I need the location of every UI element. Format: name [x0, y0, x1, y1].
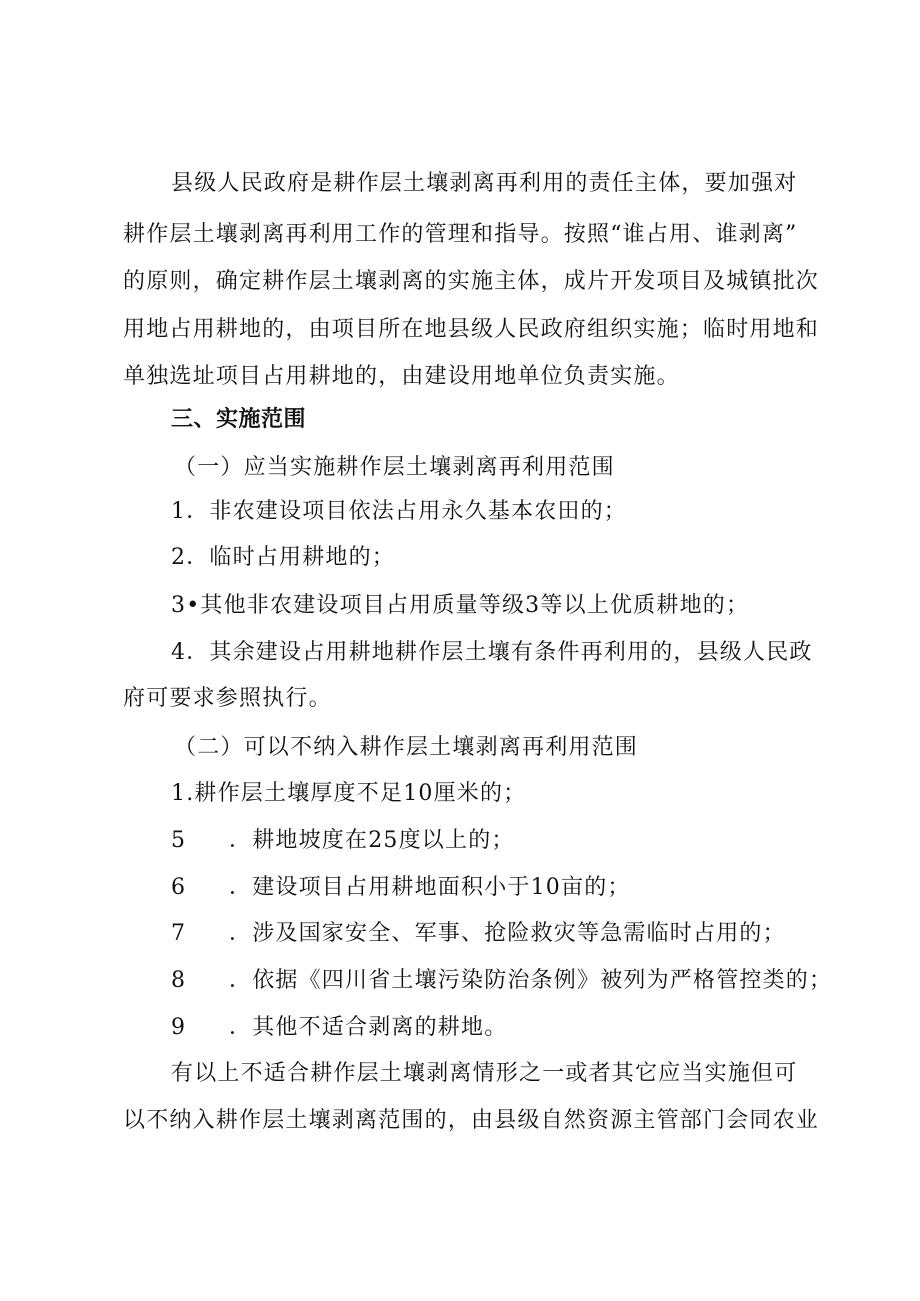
- list-item: [171, 825, 515, 857]
- list-item-number: 8: [171, 968, 187, 993]
- list-item: 1．非农建设项目依法占用永久基本农田的；: [171, 499, 627, 524]
- list-item-text: ．依据《四川省土壤污染防治条例》被列为严格管控类的；: [229, 968, 833, 993]
- paragraph-line: 的原则，确定耕作层土壤剥离的实施主体，成片开发项目及城镇批次: [123, 269, 820, 294]
- paragraph-line: 县级人民政府是耕作层土壤剥离再利用的责任主体，要加强对: [171, 171, 798, 196]
- list-item-number: 6: [171, 875, 187, 900]
- list-item: [171, 1012, 507, 1044]
- list-item: [171, 965, 832, 997]
- list-item: [171, 872, 631, 904]
- list-item-number: 5: [171, 828, 187, 853]
- list-item: 1.耕作层土壤厚度不足10厘米的；: [171, 781, 527, 806]
- list-item: 2．临时占用耕地的；: [171, 545, 395, 570]
- paragraph-line: 用地占用耕地的，由项目所在地县级人民政府组织实施；临时用地和: [123, 317, 820, 342]
- subsection-title: （二）可以不纳入耕作层土壤剥离再利用范围: [174, 735, 639, 760]
- section-heading: 三、实施范围: [171, 407, 307, 432]
- paragraph-line: 有以上不适合耕作层土壤剥离情形之一或者其它应当实施但可: [171, 1061, 798, 1086]
- list-item-text: ．涉及国家安全、军事、抢险救灾等急需临时占用的；: [229, 921, 786, 946]
- list-item-continuation: 府可要求参照执行。: [123, 686, 332, 711]
- list-item: 3•其他非农建设项目占用质量等级3等以上优质耕地的；: [171, 593, 750, 618]
- subsection-title: （一）应当实施耕作层土壤剥离再利用范围: [174, 455, 615, 480]
- paragraph-line: 单独选址项目占用耕地的，由建设用地单位负责实施。: [123, 364, 680, 389]
- list-item-text: ．建设项目占用耕地面积小于10亩的；: [229, 875, 631, 900]
- list-item-number: 9: [171, 1015, 187, 1040]
- list-item-text: ．其他不适合剥离的耕地。: [229, 1015, 508, 1040]
- list-item: 4．其余建设占用耕地耕作层土壤有条件再利用的，县级人民政: [171, 640, 813, 665]
- list-item: [171, 918, 786, 950]
- paragraph-line: 以不纳入耕作层土壤剥离范围的，由县级自然资源主管部门会同农业: [123, 1108, 820, 1133]
- list-item-text: ．耕地坡度在25度以上的；: [229, 828, 515, 853]
- list-item-number: 7: [171, 921, 187, 946]
- paragraph-line: 耕作层土壤剥离再利用工作的管理和指导。按照“谁占用、谁剥离”: [123, 222, 798, 247]
